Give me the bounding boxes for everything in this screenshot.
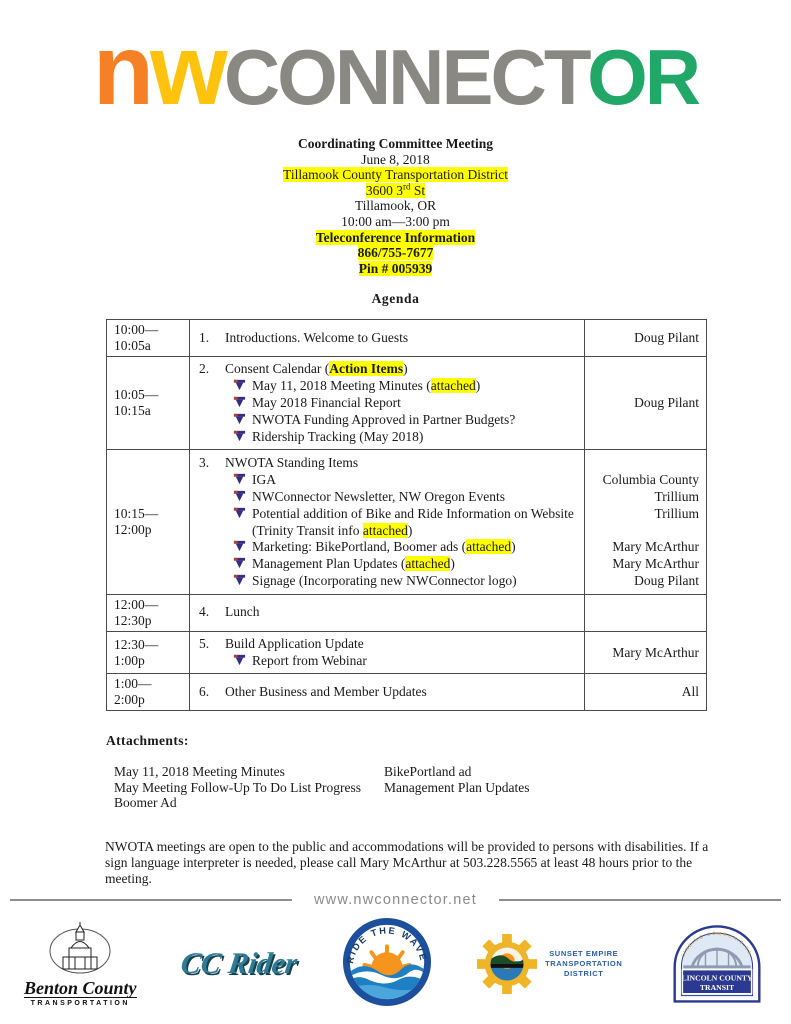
person-cell: All [585, 674, 707, 711]
website-rule [0, 892, 791, 908]
down-arrow-bullet-icon [233, 472, 247, 489]
lincoln-county-transit-logo [667, 918, 767, 1011]
logo-word-or: OR [587, 33, 699, 121]
bullet-item: Report from Webinar [199, 653, 581, 670]
item-number: 3. [199, 455, 210, 471]
bullet-item: Marketing: BikePortland, Boomer ads (attached) [199, 539, 581, 556]
attachment-item: Boomer Ad [114, 795, 177, 811]
meeting-date: June 8, 2018 [361, 151, 430, 167]
agenda-row-6 [107, 674, 707, 711]
agenda-row-2 [107, 357, 707, 450]
lincoln-county-label: LINCOLN COUNTY [681, 972, 753, 982]
time-cell: 10:00— 10:05a [107, 320, 190, 357]
item-number: 6. [199, 683, 210, 699]
courthouse-icon [43, 922, 117, 974]
meeting-title: Coordinating Committee Meeting [298, 136, 493, 151]
down-arrow-bullet-icon [233, 653, 247, 670]
attachments-column-2 [384, 764, 529, 811]
time-cell: 1:00— 2:00p [107, 674, 190, 711]
partner-logos [0, 908, 791, 1022]
sunset-empire-logo [476, 933, 622, 995]
accessibility-notice: NWOTA meetings are open to the public and accommodations will be provided to persons with disabilities. If a sign language interpreter is needed, please call Mary McArthur at 503.228.5565 at least 48 hours prior to the meeting. [105, 839, 709, 886]
time-cell: 10:05— 10:15a [107, 357, 190, 450]
divider-line [499, 899, 781, 901]
benton-county-label: Benton County [24, 977, 137, 998]
person-cell: Doug Pilant [585, 357, 707, 450]
attachments-column-1 [114, 764, 384, 811]
bullet-item: IGA [199, 472, 581, 489]
agenda-heading: Agenda [371, 291, 420, 307]
agenda-row-1 [107, 320, 707, 357]
item-number: 4. [199, 604, 210, 620]
item-number: 5. [199, 635, 210, 651]
down-arrow-bullet-icon [233, 429, 247, 446]
attachment-item: May 11, 2018 Meeting Minutes [114, 764, 285, 780]
bullet-item: Signage (Incorporating new NWConnector logo) [199, 573, 581, 590]
bullet-item: Management Plan Updates (attached) [199, 556, 581, 573]
time-cell: 12:30— 1:00p [107, 631, 190, 674]
item-cell: 3. NWOTA Standing Items IGA NWConnector Newsletter, NW Oregon Events Potential addition of Bike and Ride Information on Website (Trinity Transit info attached) Marketing: BikePortland, Boomer ads (attached) Management Plan Updates (attached) Signage (Incorporating new NWConnector logo) [190, 450, 585, 594]
meeting-header [0, 136, 791, 276]
item-cell: 2. Consent Calendar (Action Items) May 11, 2018 Meeting Minutes (attached) May 2018 Financial Report NWOTA Funding Approved in Partner Budgets? Ridership Tracking (May 2018) [190, 357, 585, 450]
lincoln-arc-label: LINKING COMMUNITIES [681, 931, 752, 958]
nwconnector-logo-text [92, 14, 699, 126]
bullet-item: May 2018 Financial Report [199, 395, 581, 412]
person-cell: Doug Pilant [585, 320, 707, 357]
agenda-row-5 [107, 631, 707, 674]
logo-letter-w: w [150, 14, 224, 126]
meeting-address: 3600 3rd St [365, 181, 426, 198]
bullet-item: NWOTA Funding Approved in Partner Budgets? [199, 412, 581, 429]
down-arrow-bullet-icon [233, 539, 247, 556]
bullet-item: Potential addition of Bike and Ride Information on Website [199, 506, 581, 523]
person-cell: Columbia County Trillium Trillium Mary McArthur Mary McArthur Doug Pilant [585, 450, 707, 594]
ride-the-wave-arc-label: RIDE THE WAVE [344, 924, 429, 964]
time-cell: 12:00— 12:30p [107, 594, 190, 631]
time-cell: 10:15— 12:00p [107, 450, 190, 594]
cc-rider-logo [178, 947, 300, 981]
person-cell: Mary McArthur [585, 631, 707, 674]
teleconference-pin: Pin # 005939 [358, 260, 433, 276]
person-cell [585, 594, 707, 631]
sunset-empire-label: SUNSET EMPIRE TRANSPORTATION DISTRICT [545, 949, 623, 978]
meeting-hours: 10:00 am—3:00 pm [341, 213, 450, 229]
action-items-highlight: Action Items [329, 361, 404, 377]
lincoln-transit-label: TRANSIT [699, 982, 735, 992]
meeting-org: Tillamook County Transportation District [283, 167, 508, 183]
ride-the-wave-logo [342, 917, 432, 1012]
down-arrow-bullet-icon [233, 556, 247, 573]
item-number: 1. [199, 329, 210, 345]
cc-rider-label: CC Rider [178, 947, 300, 980]
attachments-section [106, 733, 791, 811]
down-arrow-bullet-icon [233, 395, 247, 412]
website-url: www.nwconnector.net [313, 892, 478, 908]
item-cell: 4. Lunch [190, 594, 585, 631]
attachment-item: Management Plan Updates [384, 779, 530, 795]
gear-sunset-icon [476, 933, 538, 995]
bullet-item: NWConnector Newsletter, NW Oregon Events [199, 489, 581, 506]
down-arrow-bullet-icon [233, 489, 247, 506]
item-cell: 6. Other Business and Member Updates [190, 674, 585, 711]
logo-letter-n: n [92, 14, 151, 126]
attachment-item: May Meeting Follow-Up To Do List Progress [114, 779, 362, 795]
benton-transportation-label: TRANSPORTATION [30, 999, 130, 1007]
item-cell: 5. Build Application Update Report from Webinar [190, 631, 585, 674]
down-arrow-bullet-icon [233, 378, 247, 395]
agenda-row-3 [107, 450, 707, 594]
down-arrow-bullet-icon [233, 506, 247, 523]
agenda-row-4 [107, 594, 707, 631]
down-arrow-bullet-icon [233, 412, 247, 429]
item-number: 2. [199, 361, 210, 377]
divider-line [10, 899, 292, 901]
benton-county-transportation-logo [24, 922, 137, 1007]
teleconference-label: Teleconference Information [315, 229, 476, 245]
down-arrow-bullet-icon [233, 573, 247, 590]
logo-word-connect: CONNECT [223, 33, 588, 121]
attachment-item: BikePortland ad [384, 764, 472, 780]
meeting-city: Tillamook, OR [354, 198, 437, 214]
item-title: Introductions. Welcome to Guests [225, 329, 409, 345]
agenda-table [106, 319, 707, 711]
footer [0, 892, 791, 1022]
nwconnector-logo [0, 0, 791, 126]
item-cell [190, 320, 585, 357]
bullet-item: Ridership Tracking (May 2018) [199, 429, 581, 446]
bullet-item: May 11, 2018 Meeting Minutes (attached) [199, 378, 581, 395]
teleconference-phone: 866/755-7677 [357, 245, 434, 261]
attachments-heading: Attachments: [106, 733, 189, 749]
bridge-badge-icon [667, 918, 767, 1006]
bullet-item-continuation: (Trinity Transit info attached) [252, 522, 413, 538]
wave-sun-icon [342, 917, 432, 1007]
